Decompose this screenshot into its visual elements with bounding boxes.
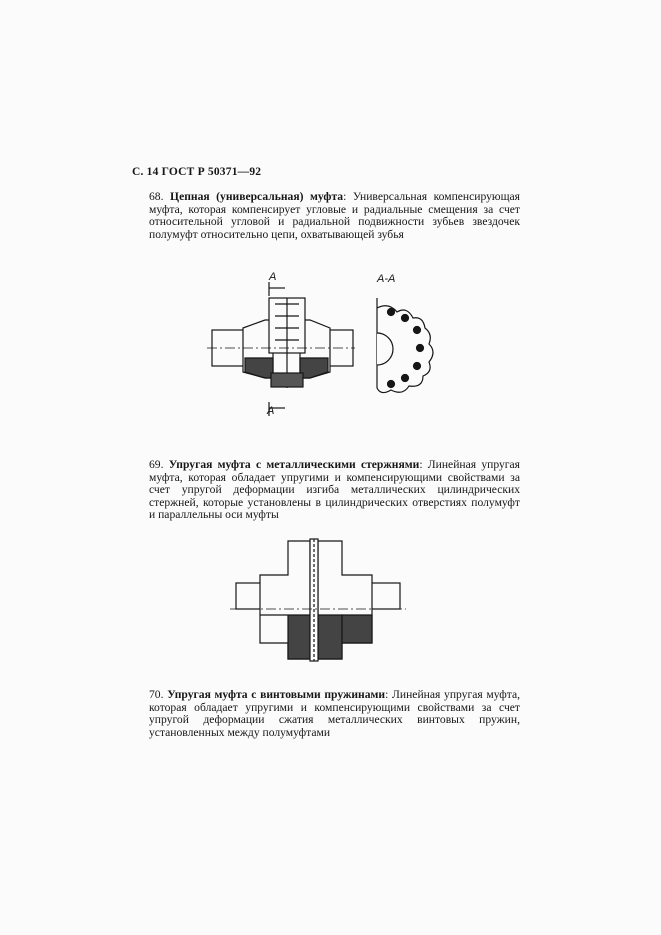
term-title: Упругая муфта с металлическими стержнями (168, 458, 420, 471)
section-label-top: A (269, 271, 277, 283)
section-label-bottom: A (267, 405, 275, 417)
chain-coupling-figure (205, 268, 445, 418)
term-definition: : Линейная упругая муфта, которая обладает упругими и компенсирующими свойствами за счет упругой деформации сжатия металлических винтовых пружин, установленных между полумуфтами (149, 688, 520, 739)
rod-coupling-figure (230, 535, 410, 665)
term-title: Цепная (универсальная) муфта (170, 190, 344, 203)
page-header: С. 14 ГОСТ Р 50371—92 (132, 166, 262, 178)
term-69 (133, 459, 520, 522)
term-number: 69. (149, 458, 164, 471)
term-70 (133, 689, 520, 739)
term-title: Упругая муфта с винтовыми пружинами (167, 688, 386, 701)
term-68 (133, 191, 520, 241)
term-number: 70. (149, 688, 164, 701)
section-view-label: A-A (377, 273, 396, 285)
term-definition: : Универсальная компенсирующая муфта, которая компенсирует угловые и радиальные смещения за счет относительной угловой и радиальной подвижности зубьев звездочек полумуфт относительно цепи, охватывающей зубья (149, 190, 520, 241)
term-number: 68. (149, 190, 164, 203)
term-definition: : Линейная упругая муфта, которая обладает упругими и компенсирующими свойствами за счет упругой деформации изгиба металлических цилиндрических стержней, которые установлены в цилиндрических отверстиях полумуфт и параллельны оси муфты (149, 458, 521, 522)
